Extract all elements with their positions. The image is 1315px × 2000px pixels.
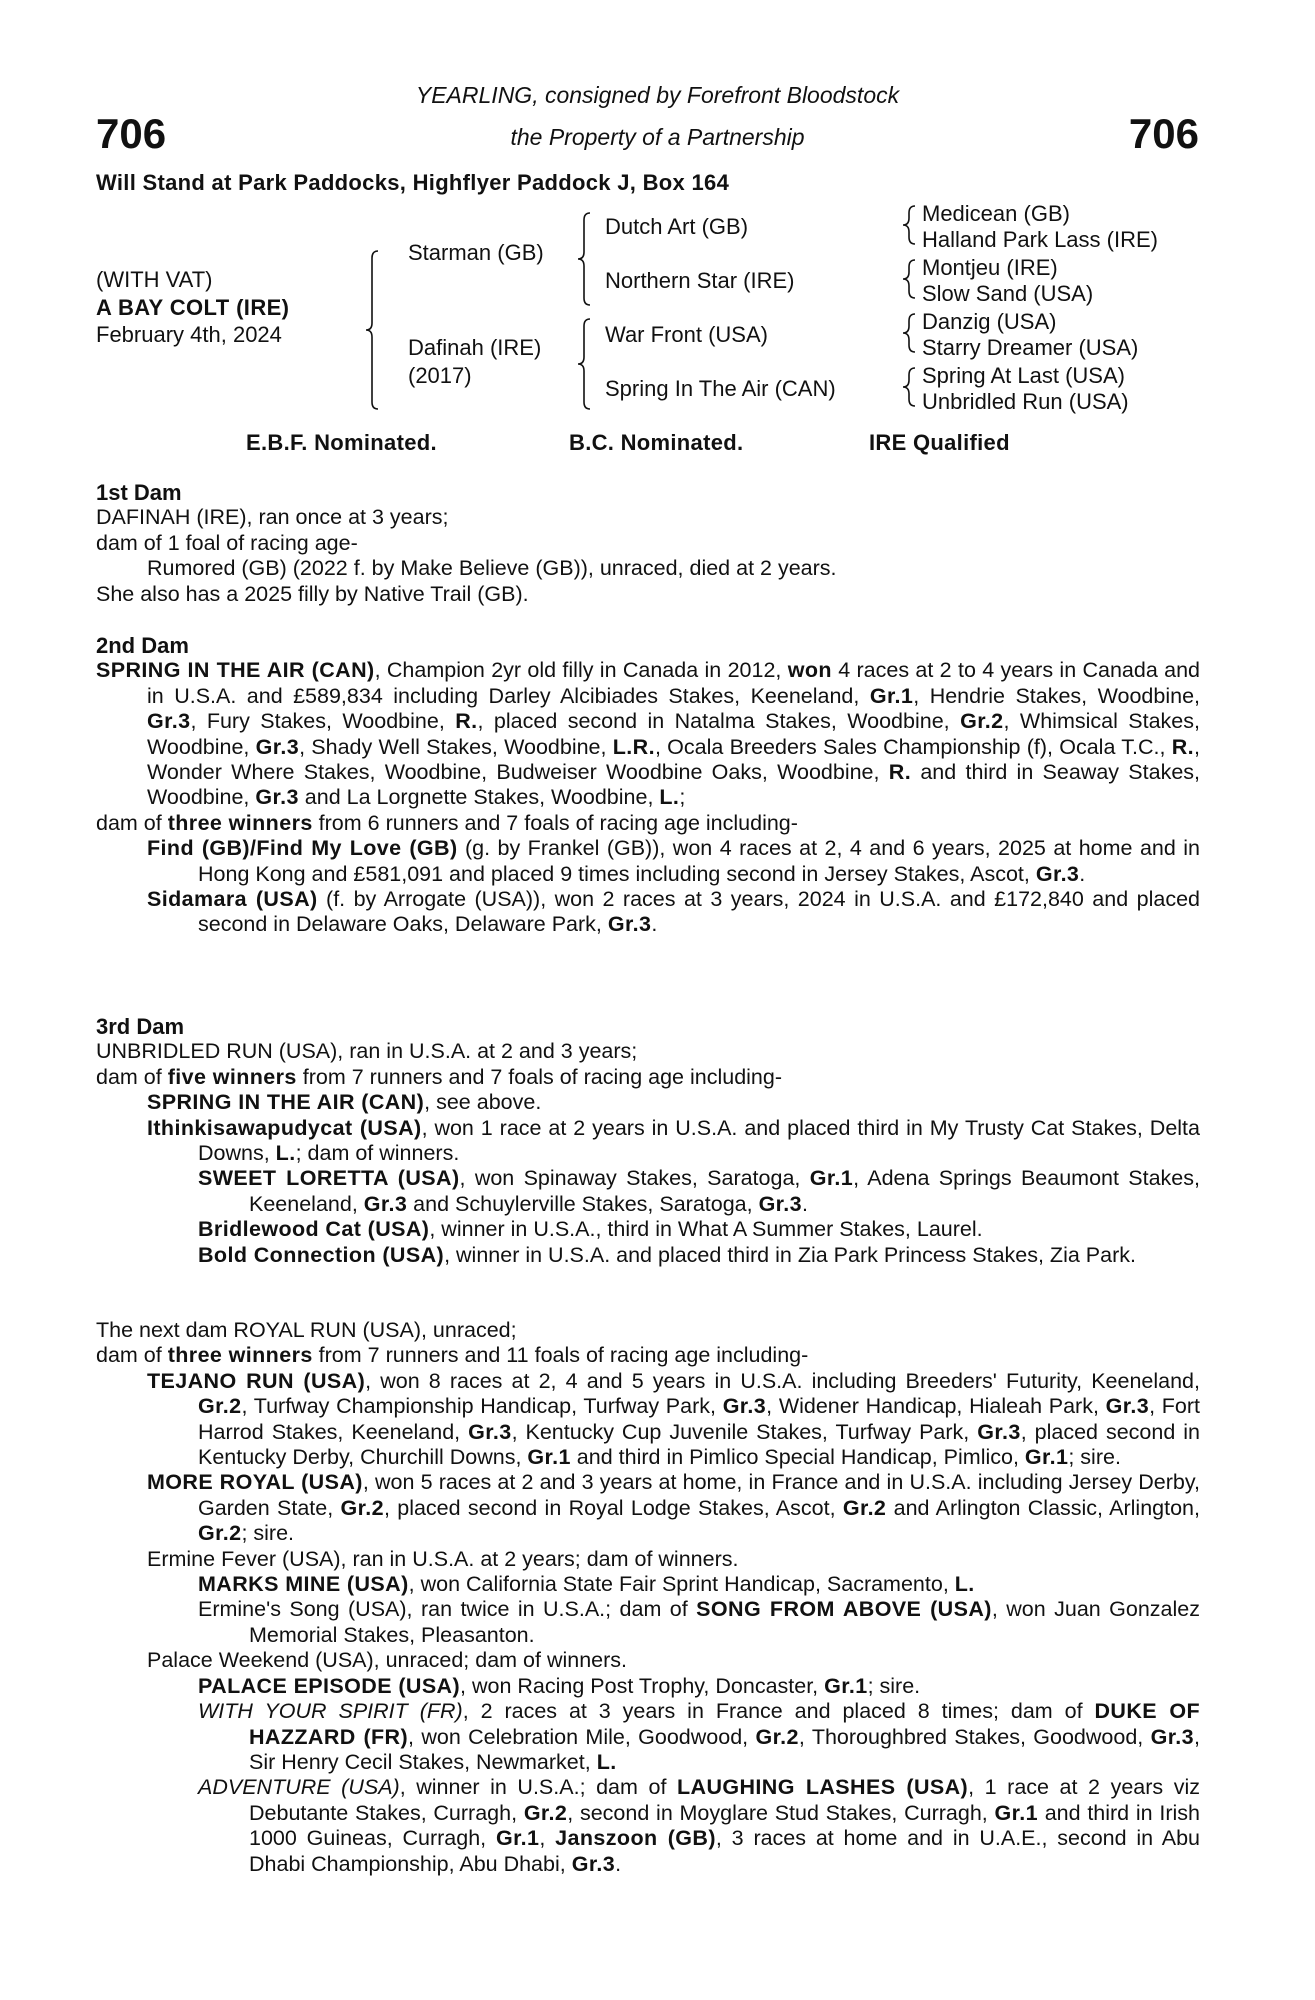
horse-or-grade-bold: Bridlewood Cat (USA) — [198, 1217, 430, 1242]
produce-record — [96, 1343, 1200, 1368]
record-text: , placed second in Royal Lodge Stakes, Ascot, — [383, 1495, 843, 1520]
record-text: , placed second in Natalma Stakes, Woodbine, — [477, 709, 961, 734]
record-text: Palace Weekend (USA), unraced; dam of winners. — [147, 1648, 628, 1673]
produce-record — [198, 1243, 1200, 1268]
horse-or-grade-bold: Gr.2 — [198, 1521, 242, 1546]
horse-or-grade-bold: L. — [954, 1572, 975, 1597]
bc-nomination: B.C. Nominated. — [569, 430, 744, 455]
pedigree-gen2: Spring In The Air (CAN) — [605, 376, 836, 401]
record-text: , won Celebration Mile, Goodwood, — [408, 1724, 756, 1749]
pedigree-gen3: Slow Sand (USA) — [922, 281, 1094, 306]
produce-record — [96, 1318, 1200, 1343]
horse-or-grade-bold: Gr.3 — [255, 734, 300, 759]
record-text: dam of 1 foal of racing age- — [96, 530, 358, 555]
record-text: Ermine Fever (USA), ran in U.S.A. at 2 years; dam of winners. — [147, 1546, 739, 1571]
horse-or-grade-bold: Gr.1 — [994, 1800, 1038, 1825]
record-text: , Turfway Championship Handicap, Turfway Park, — [241, 1394, 723, 1419]
produce-record — [147, 1648, 1200, 1673]
horse-or-grade-bold: Find (GB)/Find My Love (GB) — [147, 836, 458, 861]
horse-or-grade-bold: SPRING IN THE AIR (CAN) — [147, 1090, 425, 1115]
record-text: and Schuylerville Stakes, Saratoga, — [407, 1191, 759, 1216]
horse-or-grade-bold: SONG FROM ABOVE (USA) — [696, 1597, 992, 1622]
consignment-line: YEARLING, consigned by Forefront Bloodstock — [415, 82, 900, 108]
record-text: and third in Irish 1000 Guineas, Curragh, — [249, 1800, 1200, 1851]
dam-section — [96, 633, 1200, 938]
horse-or-grade-bold: Gr.1 — [824, 1673, 868, 1698]
produce-record — [147, 1547, 1200, 1572]
record-text: from 7 runners and 11 foals of racing age including- — [312, 1343, 809, 1368]
record-text: , Sir Henry Cecil Stakes, Newmarket, — [249, 1724, 1201, 1774]
record-text: , 1 race at 2 years viz Debutante Stakes, Curragh, — [249, 1775, 1200, 1825]
horse-or-grade-bold: Gr.3 — [607, 912, 652, 937]
horse-or-grade-bold: Bold Connection (USA) — [198, 1242, 445, 1267]
horse-or-grade-bold: Gr.2 — [198, 1394, 242, 1419]
brace-icon — [901, 367, 917, 407]
horse-or-grade-bold: Gr.3 — [1035, 861, 1080, 886]
record-text: , won Spinaway Stakes, Saratoga, — [459, 1166, 810, 1191]
sire: Starman (GB) — [408, 240, 544, 265]
record-text: , placed second in Kentucky Derby, Churchill Downs, — [198, 1419, 1200, 1470]
property-line: the Property of a Partnership — [510, 124, 805, 150]
horse-or-grade-bold: R. — [888, 760, 912, 785]
record-text: , Thoroughbred Stakes, Goodwood, — [798, 1724, 1151, 1749]
brace-icon — [576, 212, 592, 306]
pedigree-gen3: Montjeu (IRE) — [922, 255, 1058, 280]
record-text: , Champion 2yr old filly in Canada in 2012, — [374, 658, 788, 683]
horse-or-grade-bold: Gr.3 — [1105, 1394, 1150, 1419]
lot-number-right: 706 — [1128, 110, 1199, 157]
brace-icon — [364, 250, 380, 410]
horse-or-grade-bold: Sidamara (USA) — [147, 887, 318, 912]
vat-note: (WITH VAT) — [96, 267, 213, 292]
pedigree-gen3: Starry Dreamer (USA) — [922, 335, 1139, 360]
record-text: , won Racing Post Trophy, Doncaster, — [460, 1673, 825, 1698]
produce-record — [147, 1090, 1200, 1115]
record-text: ; sire. — [241, 1521, 295, 1546]
section-title: 3rd Dam — [96, 1014, 185, 1039]
horse-or-grade-bold: Gr.1 — [527, 1445, 571, 1470]
horse-or-grade-bold: L. — [596, 1749, 617, 1774]
produce-record — [147, 836, 1200, 887]
horse-or-grade-bold: Janszoon (GB) — [555, 1826, 716, 1851]
record-text: and third in Seaway Stakes, Woodbine, — [147, 760, 1200, 810]
horse-or-grade-bold: LAUGHING LASHES (USA) — [677, 1775, 969, 1800]
horse-or-grade-bold: L. — [275, 1141, 296, 1166]
horse-or-grade-bold: won — [787, 658, 832, 683]
ebf-nomination: E.B.F. Nominated. — [246, 430, 437, 455]
horse-or-grade-bold: PALACE EPISODE (USA) — [198, 1673, 461, 1698]
horse-or-grade-bold: Gr.3 — [758, 1191, 802, 1216]
record-text: and Arlington Classic, Arlington, — [886, 1495, 1200, 1520]
horse-or-grade-bold: Gr.3 — [468, 1419, 512, 1444]
pedigree-gen2: War Front (USA) — [605, 322, 768, 347]
ire-qualified: IRE Qualified — [869, 430, 1010, 455]
pedigree-gen3: Spring At Last (USA) — [922, 363, 1125, 388]
record-text: , Whimsical Stakes, Woodbine, — [147, 709, 1200, 759]
record-text: The next dam ROYAL RUN (USA), unraced; — [96, 1318, 517, 1342]
record-text: from 7 runners and 7 foals of racing age including- — [296, 1064, 783, 1089]
horse-or-grade-bold: Gr.2 — [755, 1724, 799, 1749]
record-text: , won Juan Gonzalez Memorial Stakes, Pleasanton. — [249, 1597, 1200, 1647]
record-text: , winner in U.S.A., third in What A Summer Stakes, Laurel. — [429, 1217, 983, 1242]
record-text: , winner in U.S.A.; dam of — [399, 1775, 677, 1800]
record-text: She also has a 2025 filly by Native Trail (GB). — [96, 581, 529, 606]
horse-or-grade-bold: Gr.3 — [363, 1191, 408, 1216]
horse-or-grade-bold: L.R. — [612, 734, 655, 759]
record-text: Ermine's Song (USA), ran twice in U.S.A.; dam of — [198, 1597, 697, 1622]
horse-or-grade-bold: MARKS MINE (USA) — [198, 1572, 409, 1597]
horse-or-grade-bold: five winners — [167, 1064, 297, 1089]
record-text: , won 5 races at 2 and 3 years at home, in France and in U.S.A. including Jersey Derby, Garden State, — [198, 1470, 1200, 1520]
produce-record — [96, 582, 1200, 607]
record-text: , 2 races at 3 years in France and placed 8 times; dam of — [462, 1699, 1095, 1724]
horse-or-grade-bold: Gr.2 — [842, 1495, 887, 1520]
horse-or-grade-bold: Gr.3 — [147, 709, 191, 734]
horse-or-grade-bold: Gr.3 — [977, 1419, 1021, 1444]
record-text: , Kentucky Cup Juvenile Stakes, Turfway Park, — [511, 1419, 978, 1444]
record-text: , Ocala Breeders Sales Championship (f), Ocala T.C., — [654, 734, 1172, 759]
horse-or-grade-bold: R. — [455, 709, 478, 734]
record-text: , Wonder Where Stakes, Woodbine, Budweiser Woodbine Oaks, Woodbine, — [147, 734, 1200, 785]
horse-name: A BAY COLT (IRE) — [96, 295, 290, 320]
produce-record — [147, 887, 1200, 938]
record-text: , won 8 races at 2, 4 and 5 years in U.S.A. including Breeders' Futurity, Keeneland, — [365, 1368, 1200, 1393]
produce-record — [96, 658, 1200, 810]
produce-record — [147, 1369, 1200, 1471]
record-text: and La Lorgnette Stakes, Woodbine, — [298, 785, 660, 810]
record-text: . — [802, 1191, 808, 1216]
record-text: , Shady Well Stakes, Woodbine, — [299, 734, 613, 759]
produce-record — [96, 1039, 1200, 1064]
record-text: , see above. — [424, 1090, 542, 1115]
horse-or-grade-bold: L. — [659, 785, 680, 810]
dam: Dafinah (IRE) — [408, 335, 542, 360]
horse-or-grade-bold: Ithinkisawapudycat (USA) — [147, 1115, 422, 1140]
horse-or-grade-bold: Gr.1 — [869, 683, 914, 708]
produce-record — [198, 1775, 1200, 1877]
produce-record — [198, 1674, 1200, 1699]
horse-or-grade-bold: Gr.3 — [1150, 1724, 1195, 1749]
record-text: DAFINAH (IRE), ran once at 3 years; — [96, 505, 449, 530]
brace-icon — [576, 318, 592, 410]
pedigree-gen2: Dutch Art (GB) — [605, 214, 749, 239]
horse-or-grade-bold: Gr.1 — [1024, 1445, 1069, 1470]
record-text: , Fury Stakes, Woodbine, — [190, 709, 456, 734]
record-text: . — [1079, 861, 1086, 886]
produce-record — [198, 1572, 1200, 1597]
produce-record — [147, 556, 1200, 581]
produce-record — [96, 811, 1200, 836]
stabling-info: Will Stand at Park Paddocks, Highflyer Paddock J, Box 164 — [96, 170, 730, 195]
record-text: . — [651, 912, 658, 937]
record-text: UNBRIDLED RUN (USA), ran in U.S.A. at 2 and 3 years; — [96, 1039, 638, 1064]
record-text: ; — [679, 785, 686, 810]
horse-or-grade-bold: TEJANO RUN (USA) — [147, 1368, 366, 1393]
produce-record — [198, 1597, 1200, 1648]
horse-or-grade-bold: Gr.2 — [340, 1495, 384, 1520]
record-text: , won 1 race at 2 years in U.S.A. and placed third in My Trusty Cat Stakes, Delta Downs, — [198, 1115, 1200, 1166]
horse-or-grade-bold: Gr.3 — [571, 1851, 616, 1876]
dam-year: (2017) — [408, 363, 472, 388]
horse-or-grade-bold: DUKE OF HAZZARD (FR) — [249, 1699, 1200, 1749]
record-text: dam of — [96, 1343, 168, 1368]
record-text: ; sire. — [1068, 1445, 1121, 1470]
record-text: ; dam of winners. — [295, 1141, 460, 1166]
produce-record — [198, 1699, 1200, 1775]
horse-or-grade-bold: Gr.1 — [495, 1826, 540, 1851]
record-text: dam of — [96, 810, 168, 835]
lot-number-left: 706 — [96, 110, 167, 157]
pedigree-gen3: Unbridled Run (USA) — [922, 389, 1129, 414]
record-text: , — [539, 1826, 556, 1851]
pedigree-gen3: Danzig (USA) — [922, 309, 1057, 334]
foaling-date: February 4th, 2024 — [96, 322, 282, 347]
horse-or-grade-bold: three winners — [167, 810, 313, 835]
brace-icon — [901, 259, 917, 299]
horse-or-grade-bold: Gr.2 — [523, 1800, 568, 1825]
brace-icon — [901, 313, 917, 353]
brace-icon — [901, 205, 917, 245]
section-title: 2nd Dam — [96, 633, 189, 658]
horse-or-grade-bold: Gr.1 — [809, 1166, 854, 1191]
dam-section — [96, 480, 1200, 607]
record-text: and third in Pimlico Special Handicap, Pimlico, — [570, 1445, 1025, 1470]
record-text: , won California State Fair Sprint Handicap, Sacramento, — [408, 1572, 955, 1597]
dam-section — [96, 1014, 1200, 1268]
record-text: 4 races at 2 to 4 years in Canada and in U.S.A. and £589,834 including Darley Alcibiades Stakes, Keeneland, — [147, 658, 1200, 708]
produce-record — [96, 1065, 1200, 1090]
produce-record — [147, 1470, 1200, 1546]
record-text: ; sire. — [867, 1673, 921, 1698]
record-text: , second in Moyglare Stud Stakes, Curragh, — [567, 1800, 995, 1825]
pedigree-gen2: Northern Star (IRE) — [605, 268, 795, 293]
record-text: , Hendrie Stakes, Woodbine, — [913, 683, 1201, 708]
record-text: (g. by Frankel (GB)), won 4 races at 2, 4 and 6 years, 2025 at home and in Hong Kong and £581,091 and placed 9 times including second in Jersey Stakes, Ascot, — [198, 836, 1201, 886]
horse-or-grade-bold: three winners — [167, 1343, 313, 1368]
produce-record — [96, 505, 1200, 530]
record-text: . — [615, 1851, 622, 1876]
section-title: 1st Dam — [96, 480, 182, 505]
produce-record — [96, 531, 1200, 556]
record-text: , Widener Handicap, Hialeah Park, — [766, 1394, 1106, 1419]
horse-or-grade-bold: Gr.3 — [255, 785, 299, 810]
black-type-italic: ADVENTURE (USA) — [198, 1775, 400, 1800]
pedigree-gen3: Halland Park Lass (IRE) — [922, 227, 1158, 252]
horse-or-grade-bold: SWEET LORETTA (USA) — [198, 1166, 460, 1191]
horse-or-grade-bold: R. — [1171, 734, 1195, 759]
black-type-italic: WITH YOUR SPIRIT (FR) — [198, 1699, 463, 1724]
horse-or-grade-bold: Gr.2 — [960, 709, 1004, 734]
record-text: dam of — [96, 1064, 168, 1089]
record-text: , winner in U.S.A. and placed third in Zia Park Princess Stakes, Zia Park. — [444, 1242, 1136, 1267]
dam-section — [96, 1318, 1200, 1877]
record-text: (f. by Arrogate (USA)), won 2 races at 3 years, 2024 in U.S.A. and £172,840 and placed second in Delaware Oaks, Delaware Park, — [198, 887, 1200, 937]
record-text: , Fort Harrod Stakes, Keeneland, — [198, 1394, 1200, 1444]
record-text: , Adena Springs Beaumont Stakes, Keeneland, — [249, 1166, 1200, 1216]
record-text: from 6 runners and 7 foals of racing age including- — [312, 810, 798, 835]
produce-record — [147, 1116, 1200, 1167]
horse-or-grade-bold: Gr.3 — [722, 1394, 767, 1419]
record-text: , 3 races at home and in U.A.E., second in Abu Dhabi Championship, Abu Dhabi, — [249, 1826, 1200, 1876]
pedigree-gen3: Medicean (GB) — [922, 201, 1070, 226]
produce-record — [198, 1166, 1200, 1217]
horse-or-grade-bold: MORE ROYAL (USA) — [147, 1470, 363, 1495]
record-text: Rumored (GB) (2022 f. by Make Believe (GB)), unraced, died at 2 years. — [147, 556, 837, 581]
produce-record — [198, 1217, 1200, 1242]
horse-or-grade-bold: SPRING IN THE AIR (CAN) — [96, 658, 375, 683]
